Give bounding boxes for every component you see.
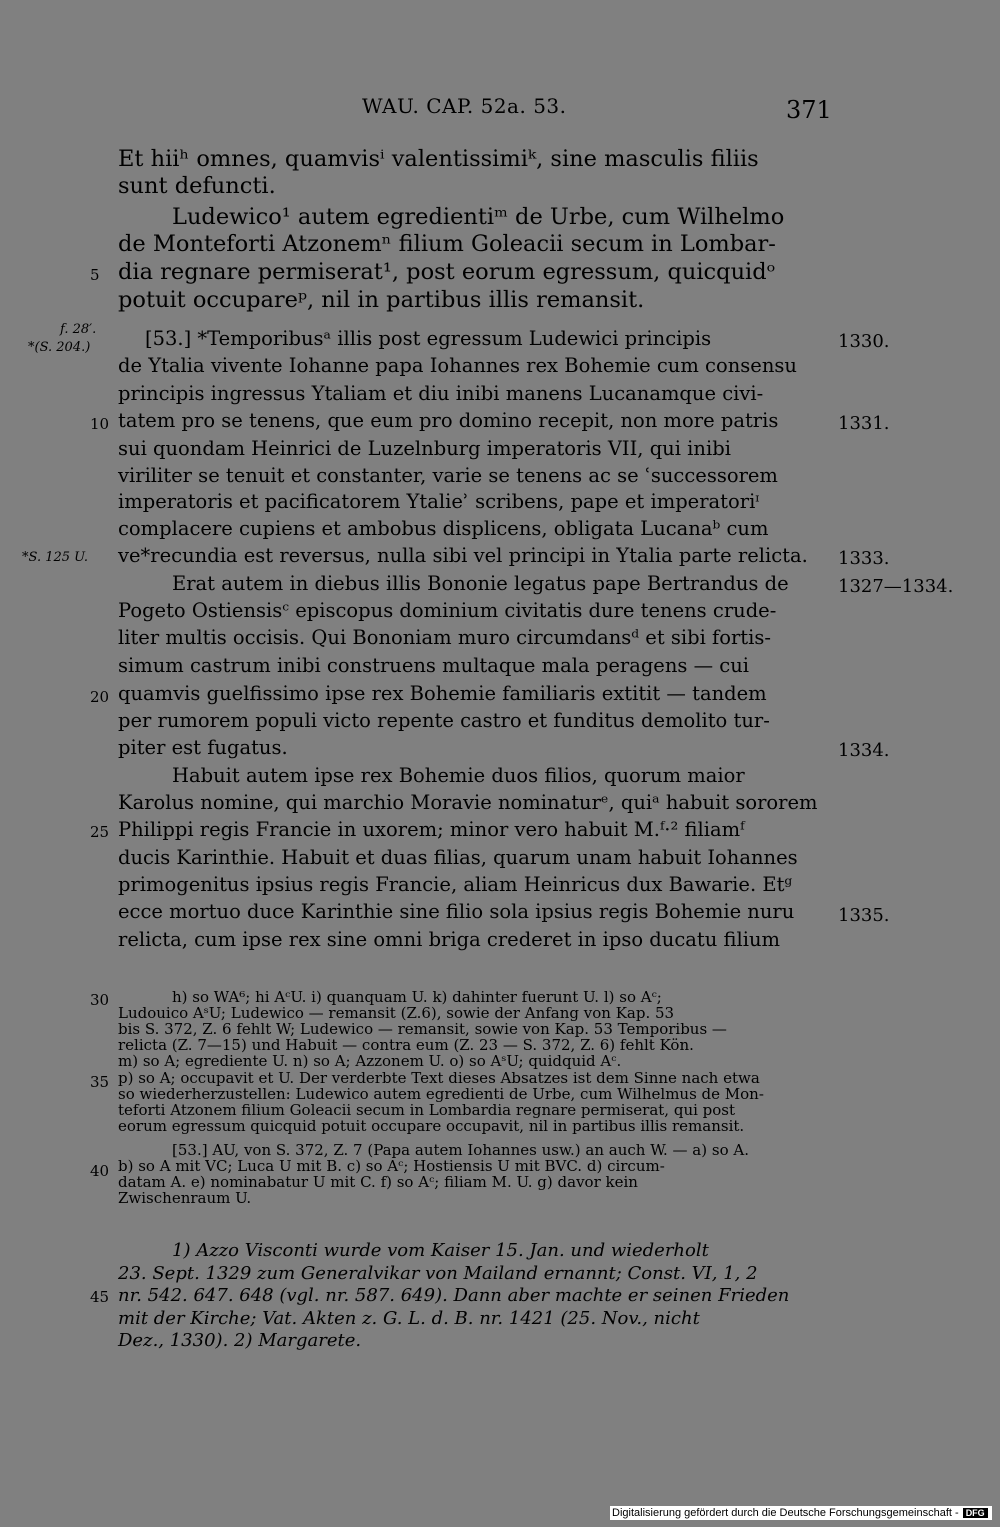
line-number: 30 [90, 991, 110, 1009]
apparatus-line: relicta (Z. 7—15) und Habuit — contra eum (Z. 23 — S. 372, Z. 6) fehlt Kön. [118, 1036, 694, 1054]
body-line: piter est fugatus. [118, 736, 288, 759]
body-line: sui quondam Heinrici de Luzelnburg imperatoris VII, qui inibi [118, 437, 731, 460]
body-line: ve*recundia est reversus, nulla sibi vel principi in Ytalia parte relicta. [118, 544, 808, 567]
body-line: liter multis occisis. Qui Bononiam muro circumdansᵈ et sibi fortis- [118, 626, 771, 649]
footnote-line: 1) Azzo Visconti wurde vom Kaiser 15. Jan. und wiederholt [172, 1240, 709, 1261]
line-number: 40 [90, 1162, 110, 1180]
line-number: 10 [90, 415, 110, 433]
page-number: 371 [786, 96, 832, 124]
body-line: Philippi regis Francie in uxorem; minor vero habuit M.ᶠ·² filiamᶠ [118, 818, 745, 841]
footnote-line: nr. 542. 647. 648 (vgl. nr. 587. 649). Dann aber machte er seinen Frieden [118, 1285, 790, 1306]
line-number: 45 [90, 1288, 110, 1306]
apparatus-line: b) so A mit VC; Luca U mit B. c) so Aᶜ; Hostiensis U mit BVC. d) circum- [118, 1157, 665, 1175]
body-line: viriliter se tenuit et constanter, varie se tenens ac se ʿsuccessorem [118, 464, 778, 487]
apparatus-line: teforti Atzonem filium Goleacii secum in Lombardia regnare permiserat, qui post [118, 1101, 736, 1119]
apparatus-line: Zwischenraum U. [118, 1189, 252, 1207]
apparatus-line: m) so A; egrediente U. n) so A; Azzonem U. o) so AˢU; quidquid Aᶜ. [118, 1052, 622, 1070]
footnote-line: 23. Sept. 1329 zum Generalvikar von Mailand ernannt; Const. VI, 1, 2 [118, 1263, 758, 1284]
body-line: [53.] *Temporibusᵃ illis post egressum Ludewici principis [145, 327, 712, 350]
line-number: 25 [90, 823, 110, 841]
apparatus-line: p) so A; occupavit et U. Der verderbte Text dieses Absatzes ist dem Sinne nach etwa [118, 1069, 760, 1087]
running-title: WAU. CAP. 52a. 53. [362, 94, 567, 118]
apparatus-line: datam A. e) nominabatur U mit C. f) so Aᶜ; filiam M. U. g) davor kein [118, 1173, 638, 1191]
body-line: dia regnare permiserat¹, post eorum egressum, quicquidᵒ [118, 259, 776, 285]
body-line: Pogeto Ostiensisᶜ episcopus dominium civitatis dure tenens crude- [118, 599, 777, 622]
apparatus-line: so wiederherzustellen: Ludewico autem egredienti de Urbe, cum Wilhelmus de Mon- [118, 1085, 764, 1103]
margin-ref-folio: f. 28′. [60, 322, 97, 337]
body-line: Karolus nomine, qui marchio Moravie nominaturᵉ, quiᵃ habuit sororem [118, 791, 818, 814]
body-line: primogenitus ipsius regis Francie, aliam Heinricus dux Bawarie. Etᵍ [118, 873, 793, 896]
year-note: 1327—1334. [838, 576, 954, 597]
dfg-logo-icon: DFG [963, 1508, 988, 1518]
body-line: sunt defuncti. [118, 173, 276, 199]
apparatus-line: Ludouico AˢU; Ludewico — remansit (Z.6), sowie der Anfang von Kap. 53 [118, 1004, 675, 1022]
footnote-line: mit der Kirche; Vat. Akten z. G. L. d. B. nr. 1421 (25. Nov., nicht [118, 1308, 700, 1329]
body-line: ducis Karinthie. Habuit et duas filias, quarum unam habuit Iohannes [118, 846, 798, 869]
apparatus-line: eorum egressum quicquid potuit occupare occupavit, nil in partibus illis remansit. [118, 1117, 745, 1135]
footnote-line: Dez., 1330). 2) Margarete. [118, 1330, 362, 1351]
body-line: tatem pro se tenens, que eum pro domino recepit, non more patris [118, 409, 779, 432]
year-note: 1335. [838, 905, 890, 926]
body-line: Et hiiʰ omnes, quamvisⁱ valentissimiᵏ, sine masculis filiis [118, 146, 759, 172]
line-number: 5 [90, 266, 100, 284]
body-line: ecce mortuo duce Karinthie sine filio sola ipsius regis Bohemie nuru [118, 900, 795, 923]
apparatus-line: bis S. 372, Z. 6 fehlt W; Ludewico — remansit, sowie von Kap. 53 Temporibus — [118, 1020, 727, 1038]
body-line: potuit occupareᵖ, nil in partibus illis remansit. [118, 287, 645, 313]
body-line: simum castrum inibi construens multaque mala peragens — cui [118, 654, 750, 677]
margin-ref-page: *(S. 204.) [28, 340, 91, 355]
body-line: de Ytalia vivente Iohanne papa Iohannes rex Bohemie cum consensu [118, 354, 797, 377]
year-note: 1333. [838, 548, 890, 569]
funding-footer [610, 1506, 992, 1520]
line-number: 20 [90, 688, 110, 706]
body-line: Habuit autem ipse rex Bohemie duos filios, quorum maior [172, 764, 745, 787]
body-line: per rumorem populi victo repente castro et funditus demolito tur- [118, 709, 770, 732]
body-line: Erat autem in diebus illis Bononie legatus pape Bertrandus de [172, 572, 789, 595]
body-line: complacere cupiens et ambobus displicens, obligata Lucanaᵇ cum [118, 517, 769, 540]
body-line: de Monteforti Atzonemⁿ filium Goleacii secum in Lombar- [118, 231, 776, 257]
year-note: 1331. [838, 413, 890, 434]
body-line: principis ingressus Ytaliam et diu inibi manens Lucanamque civi- [118, 382, 764, 405]
body-line: relicta, cum ipse rex sine omni briga crederet in ipso ducatu filium [118, 928, 780, 951]
apparatus-line: [53.] AU, von S. 372, Z. 7 (Papa autem Iohannes usw.) an auch W. — a) so A. [172, 1141, 749, 1159]
apparatus-line: h) so WA⁶; hi AᶜU. i) quanquam U. k) dahinter fuerunt U. l) so Aᶜ; [172, 988, 662, 1006]
margin-ref-s125: *S. 125 U. [22, 550, 89, 565]
year-note: 1330. [838, 331, 890, 352]
body-line: imperatoris et pacificatorem Ytalieʾ scribens, pape et imperatoriᶦ [118, 490, 760, 513]
body-line: Ludewico¹ autem egredientiᵐ de Urbe, cum Wilhelmo [172, 204, 785, 230]
body-line: quamvis guelfissimo ipse rex Bohemie familiaris extitit — tandem [118, 682, 767, 705]
year-note: 1334. [838, 740, 890, 761]
line-number: 35 [90, 1073, 110, 1091]
funding-text: Digitalisierung gefördert durch die Deutsche Forschungsgemeinschaft - [612, 1507, 959, 1519]
